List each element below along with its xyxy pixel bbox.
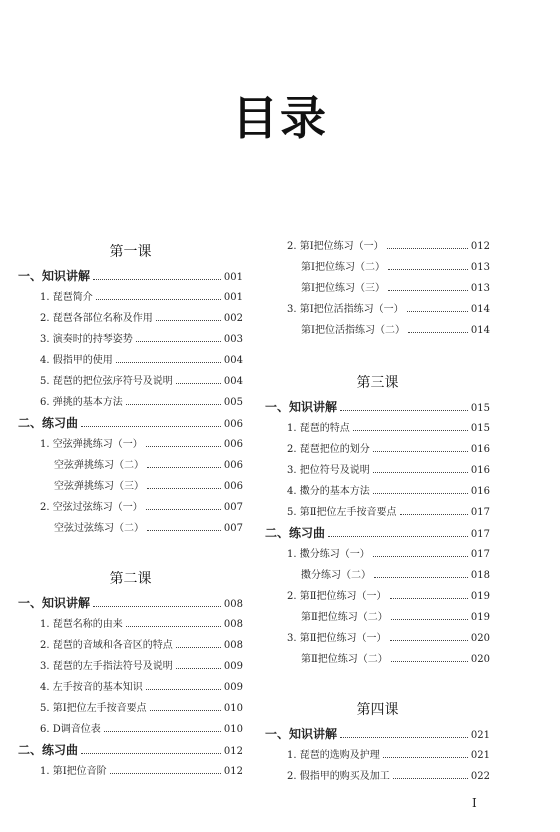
toc-page: 004 [223, 376, 243, 387]
leader-dots [353, 430, 468, 431]
toc-page: 009 [223, 682, 243, 693]
toc-label: 6. D调音位表 [40, 724, 101, 735]
toc-page: 008 [223, 619, 243, 630]
toc-page: 019 [470, 612, 490, 623]
toc-entry[interactable] [18, 371, 243, 392]
toc-page: 010 [223, 703, 243, 714]
leader-dots [383, 757, 468, 758]
toc-page: 021 [470, 750, 490, 761]
leader-dots [146, 689, 221, 690]
toc-entry[interactable] [18, 635, 243, 656]
leader-dots [176, 647, 221, 648]
leader-dots [93, 279, 221, 280]
spacer [18, 539, 243, 563]
leader-dots [340, 410, 468, 411]
toc-label: 一、知识讲解 [265, 727, 338, 741]
toc-page: 022 [470, 771, 490, 782]
toc-entry[interactable] [265, 607, 490, 628]
toc-label: 2. 琵琶各部位名称及作用 [40, 313, 153, 324]
toc-label: 3. 琵琶的左手指法符号及说明 [40, 661, 173, 672]
leader-dots [146, 446, 221, 447]
toc-section[interactable] [18, 740, 243, 761]
toc-page: 009 [223, 661, 243, 672]
toc-section[interactable] [265, 523, 490, 544]
leader-dots [391, 619, 468, 620]
toc-page: 020 [470, 654, 490, 665]
toc-page: 006 [223, 439, 243, 450]
leader-dots [387, 248, 468, 249]
toc-entry[interactable] [18, 392, 243, 413]
toc-page: 017 [470, 549, 490, 560]
toc-label: 5. 琵琶的把位弦序符号及说明 [40, 376, 173, 387]
toc-page: 012 [223, 746, 243, 757]
toc-page: 007 [223, 523, 243, 534]
toc-entry[interactable] [18, 677, 243, 698]
toc-entry[interactable] [18, 308, 243, 329]
page-number: I [472, 796, 477, 810]
toc-page: 006 [223, 481, 243, 492]
toc-entry[interactable] [265, 481, 490, 502]
leader-dots [374, 577, 468, 578]
leader-dots [391, 661, 468, 662]
toc-page: 010 [223, 724, 243, 735]
toc-label: 2. 第Ⅰ把位练习（一） [287, 241, 384, 252]
leader-dots [146, 509, 221, 510]
leader-dots [340, 737, 468, 738]
toc-page: 003 [223, 334, 243, 345]
leader-dots [104, 731, 221, 732]
lesson-heading: 第二课 [109, 571, 152, 587]
toc-page: 015 [470, 403, 490, 414]
leader-dots [176, 668, 221, 669]
toc-entry[interactable] [265, 236, 490, 257]
toc-entry[interactable] [265, 544, 490, 565]
toc-entry[interactable] [265, 649, 490, 670]
toc-section[interactable] [18, 413, 243, 434]
toc-page: 002 [223, 313, 243, 324]
toc-page: 014 [470, 304, 490, 315]
toc-entry[interactable] [18, 434, 243, 455]
toc-page: 005 [223, 397, 243, 408]
leader-dots [373, 493, 468, 494]
toc-entry[interactable] [265, 257, 490, 278]
toc-label: 2. 假指甲的购买及加工 [287, 771, 390, 782]
toc-entry[interactable] [18, 719, 243, 740]
toc-page: 019 [470, 591, 490, 602]
leader-dots [393, 778, 468, 779]
toc-label: 1. 琵琶的特点 [287, 423, 350, 434]
toc-label: 4. 左手按音的基本知识 [40, 682, 143, 693]
toc-page: 017 [470, 529, 490, 540]
toc-page: 014 [470, 325, 490, 336]
leader-dots [110, 773, 221, 774]
toc-label: 3. 第Ⅰ把位活指练习（一） [287, 304, 404, 315]
toc-label: 1. 空弦弹挑练习（一） [40, 439, 143, 450]
toc-entry[interactable] [18, 614, 243, 635]
toc-label: 空弦弹挑练习（三） [54, 481, 144, 492]
leader-dots [328, 536, 468, 537]
toc-entry[interactable] [265, 766, 490, 787]
toc-label: 一、知识讲解 [18, 596, 91, 610]
toc-entry[interactable] [18, 518, 243, 539]
page-title: 目录 [232, 91, 328, 145]
toc-label: 4. 擞分的基本方法 [287, 486, 370, 497]
toc-right-column [265, 236, 490, 787]
leader-dots [126, 404, 221, 405]
toc-entry[interactable] [265, 460, 490, 481]
leader-dots [373, 472, 468, 473]
toc-entry[interactable] [18, 497, 243, 518]
toc-entry[interactable] [18, 455, 243, 476]
leader-dots [147, 467, 221, 468]
leader-dots [390, 640, 468, 641]
leader-dots [408, 332, 468, 333]
spacer [265, 341, 490, 367]
toc-label: 1. 琵琶的选购及护理 [287, 750, 380, 761]
toc-entry[interactable] [265, 565, 490, 586]
toc-entry[interactable] [265, 418, 490, 439]
toc-entry[interactable] [265, 628, 490, 649]
leader-dots [407, 311, 468, 312]
leader-dots [96, 299, 221, 300]
toc-label: 6. 弹挑的基本方法 [40, 397, 123, 408]
lesson-heading: 第三课 [356, 375, 399, 391]
leader-dots [156, 320, 221, 321]
toc-label: 1. 琵琶名称的由来 [40, 619, 123, 630]
toc-page: 013 [470, 283, 490, 294]
leader-dots [147, 530, 221, 531]
toc-entry[interactable] [265, 320, 490, 341]
toc-label: 1. 第Ⅰ把位音阶 [40, 766, 107, 777]
toc-page: 007 [223, 502, 243, 513]
toc-label: 空弦过弦练习（二） [54, 523, 144, 534]
toc-label: 擞分练习（二） [301, 570, 371, 581]
toc-label: 5. 第Ⅱ把位左手按音要点 [287, 507, 397, 518]
leader-dots [81, 426, 221, 427]
toc-label: 3. 演奏时的持琴姿势 [40, 334, 133, 345]
toc-label: 第Ⅱ把位练习（二） [301, 612, 388, 623]
leader-dots [93, 606, 221, 607]
toc-entry[interactable] [18, 329, 243, 350]
toc-page: 008 [223, 640, 243, 651]
toc-label: 1. 琵琶简介 [40, 292, 93, 303]
toc-label: 2. 空弦过弦练习（一） [40, 502, 143, 513]
toc-page: 013 [470, 262, 490, 273]
toc-page: 016 [470, 486, 490, 497]
lesson-heading: 第四课 [356, 702, 399, 718]
toc-page: 016 [470, 444, 490, 455]
toc-page: 004 [223, 355, 243, 366]
toc-entry[interactable] [18, 698, 243, 719]
toc-page: 016 [470, 465, 490, 476]
leader-dots [176, 383, 221, 384]
toc-label: 第Ⅰ把位练习（三） [301, 283, 385, 294]
leader-dots [373, 556, 468, 557]
leader-dots [136, 341, 221, 342]
toc-page: 021 [470, 730, 490, 741]
toc-label: 2. 琵琶的音域和各音区的特点 [40, 640, 173, 651]
toc-section[interactable] [18, 266, 243, 287]
toc-label: 一、知识讲解 [18, 269, 91, 283]
toc-label: 空弦弹挑练习（二） [54, 460, 144, 471]
toc-label: 5. 第Ⅰ把位左手按音要点 [40, 703, 147, 714]
lesson-heading: 第一课 [109, 244, 152, 260]
leader-dots [116, 362, 221, 363]
toc-entry[interactable] [18, 350, 243, 371]
toc-label: 二、练习曲 [18, 416, 79, 430]
toc-left-column [18, 236, 243, 782]
toc-page: 001 [223, 292, 243, 303]
toc-entry[interactable] [18, 656, 243, 677]
toc-entry[interactable] [18, 287, 243, 308]
toc-entry[interactable] [265, 278, 490, 299]
toc-label: 第Ⅰ把位活指练习（二） [301, 325, 405, 336]
leader-dots [126, 626, 221, 627]
toc-entry[interactable] [18, 761, 243, 782]
toc-section[interactable] [265, 724, 490, 745]
leader-dots [81, 753, 221, 754]
toc-section[interactable] [18, 593, 243, 614]
leader-dots [373, 451, 468, 452]
leader-dots [388, 290, 468, 291]
toc-entry[interactable] [265, 586, 490, 607]
leader-dots [147, 488, 221, 489]
toc-page: 018 [470, 570, 490, 581]
toc-label: 3. 把位符号及说明 [287, 465, 370, 476]
toc-entry[interactable] [265, 439, 490, 460]
toc-label: 第Ⅰ把位练习（二） [301, 262, 385, 273]
toc-page: 008 [223, 599, 243, 610]
toc-label: 1. 擞分练习（一） [287, 549, 370, 560]
toc-entry[interactable] [265, 745, 490, 766]
toc-entry[interactable] [18, 476, 243, 497]
toc-entry[interactable] [265, 299, 490, 320]
toc-label: 一、知识讲解 [265, 400, 338, 414]
toc-section[interactable] [265, 397, 490, 418]
toc-label: 二、练习曲 [265, 526, 326, 540]
toc-page: 001 [223, 272, 243, 283]
toc-page: 006 [223, 460, 243, 471]
toc-page: 012 [470, 241, 490, 252]
toc-label: 第Ⅱ把位练习（二） [301, 654, 388, 665]
toc-label: 2. 第Ⅱ把位练习（一） [287, 591, 387, 602]
spacer [265, 670, 490, 694]
toc-page: 006 [223, 419, 243, 430]
toc-page: 012 [223, 766, 243, 777]
toc-page: 015 [470, 423, 490, 434]
toc-page: 017 [470, 507, 490, 518]
toc-label: 4. 假指甲的使用 [40, 355, 113, 366]
leader-dots [400, 514, 468, 515]
leader-dots [390, 598, 468, 599]
toc-entry[interactable] [265, 502, 490, 523]
toc-label: 3. 第Ⅱ把位练习（一） [287, 633, 387, 644]
toc-label: 2. 琵琶把位的划分 [287, 444, 370, 455]
leader-dots [150, 710, 221, 711]
toc-label: 二、练习曲 [18, 743, 79, 757]
leader-dots [388, 269, 468, 270]
toc-page: 020 [470, 633, 490, 644]
